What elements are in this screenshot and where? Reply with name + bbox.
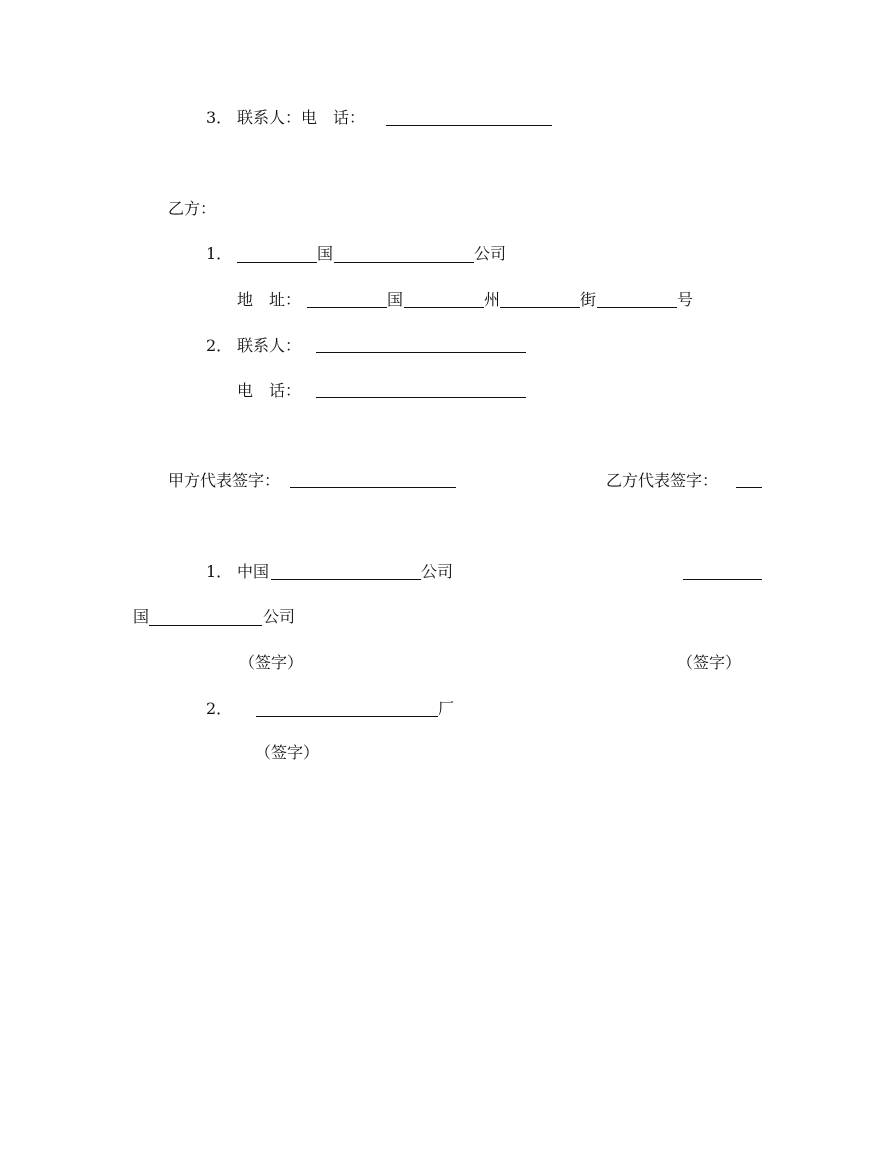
party-b-address-label: 地 址： <box>237 290 302 309</box>
party-b-sign-item-1-company-field[interactable] <box>149 625 262 626</box>
party-b-sign-item-1-suffix: 公司 <box>263 607 296 626</box>
address-number-suffix: 号 <box>677 290 694 309</box>
address-state-suffix: 州 <box>484 290 501 309</box>
party-b-company-suffix: 公司 <box>474 244 507 263</box>
party-b-company-field[interactable] <box>334 262 474 263</box>
address-country-field[interactable] <box>307 307 387 308</box>
party-a-signature-field[interactable] <box>290 487 456 488</box>
party-b-sign-item-1-country-field[interactable] <box>683 579 762 580</box>
sign-item-2-number: 2． <box>206 699 233 718</box>
party-b-signature-label: 乙方代表签字： <box>606 471 719 490</box>
party-b-country-suffix: 国 <box>317 244 334 263</box>
party-a-signature-label: 甲方代表签字： <box>168 471 281 490</box>
sign-note-a-2: （签字） <box>255 743 320 762</box>
party-b-signature-field[interactable] <box>736 487 762 488</box>
party-b-phone-field[interactable] <box>316 397 526 398</box>
party-b-country-field[interactable] <box>237 262 317 263</box>
party-b-contact-number: 2． <box>206 336 233 355</box>
party-b-phone-label: 电 话： <box>237 381 302 400</box>
party-a-contact-number: 3． <box>206 108 233 127</box>
party-a-contact-label: 联系人：电 话： <box>237 108 366 127</box>
party-a-phone-field[interactable] <box>386 125 552 126</box>
address-country-suffix: 国 <box>387 290 404 309</box>
address-number-field[interactable] <box>597 307 677 308</box>
address-street-suffix: 街 <box>580 290 597 309</box>
sign-note-b-1: （签字） <box>677 653 742 672</box>
sign-item-1-company-field[interactable] <box>271 579 421 580</box>
sign-item-1-number: 1． <box>206 562 233 581</box>
address-street-field[interactable] <box>500 307 580 308</box>
sign-note-a-1: （签字） <box>239 653 304 672</box>
party-b-sign-item-1-prefix: 国 <box>133 607 150 626</box>
sign-item-2-suffix: 厂 <box>438 699 455 718</box>
party-b-contact-label: 联系人： <box>237 336 302 355</box>
address-state-field[interactable] <box>404 307 484 308</box>
party-b-contact-field[interactable] <box>316 352 526 353</box>
party-b-company-number: 1． <box>206 244 233 263</box>
party-b-heading: 乙方： <box>168 199 217 218</box>
sign-item-2-factory-field[interactable] <box>256 716 438 717</box>
sign-item-1-prefix: 中国 <box>237 562 270 581</box>
sign-item-1-suffix: 公司 <box>421 562 454 581</box>
